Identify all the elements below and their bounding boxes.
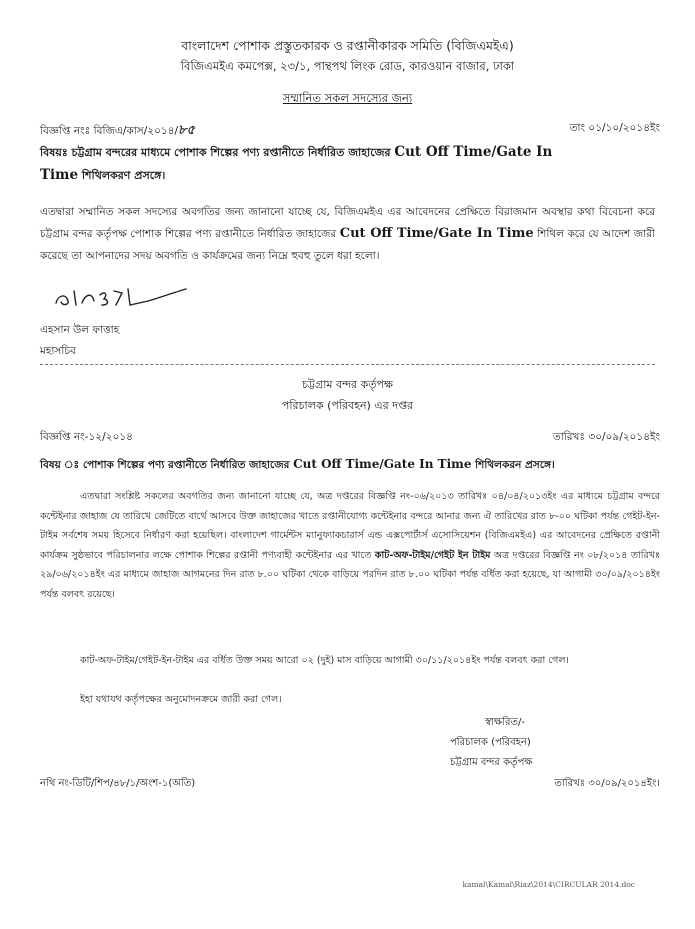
- body-paragraph-3: কাট-অফ-টাইম/গেইট-ইন-টাইম এর বর্ধিত উক্ত সময় আরো ০২ (দুই) মাস বাড়িয়ে আগামী ৩০/১১/২০১৪ইং পর্যন্ত বলবৎ করা গেল।: [80, 655, 569, 666]
- body-paragraph-2: [40, 487, 660, 605]
- signed-mark: স্বাক্ষরিত/-: [485, 717, 525, 728]
- body-1-part-1: এতদ্বারা সম্মানিত সকল সদস্যের অবগতির জন্য জানানো যাচ্ছে যে, বিজিএমইএ এর আবেদনের প্রেক্ষিতে বিরাজমান অবস্থার কথা বিবেচনা করে চট্টগ্রাম বন্দর কর্তৃপক্ষ পোশাক শিল্পের পণ্য রপ্তানীতে নির্ধারিত জাহাজের: [40, 206, 655, 240]
- footer-date: তারিখঃ ৩০/০৯/২০১৪ইং।: [554, 778, 660, 789]
- body-paragraph-1: [40, 201, 655, 267]
- subject-1-prefix: বিষয়ঃ চট্টগ্রাম বন্দরের মাধ্যমে পোশাক শিল্পের পণ্য রপ্তানীতে নির্ধারিত জাহাজের: [40, 146, 395, 159]
- body-2-part-1: এতদ্বারা সংশ্লিষ্ট সকলের অবগতির জন্য জানানো যাচ্ছে যে, অত্র দপ্তরের বিজ্ঞপ্তি নং-০৬/২০১৩ তারিখঃ ০৪/০৪/২০১৩ইং এর মাধ্যমে চট্টগ্রাম বন্দরে কন্টেইনার জাহাজ যে তারিখে জেটিতে বার্থে আসবে উক্ত জাহাজের খাতে রপ্তানীযোগ্য কন্টেইনার বন্দরে আনার জন্য ঐ তারিখের রাত ৮-০০ ঘটিকা পর্যন্ত গেইট-ইন-টাইম সর্বশেষ সময় হিসেবে নির্ধারণ করা হয়েছিল। বাংলাদেশ গার্মেন্টস ম্যানুফ্যাকচারার্স এন্ড এক্সপোর্টার্স এসোসিয়েশন (বিজিএমইএ) এর আবেদনের প্রেক্ষিতে রপ্তানী কার্যক্রম সুষ্ঠভাবে পরিচালনার লক্ষে পোশাক শিল্পের রপ্তানী পণ্যবাহী কন্টেইনার এর খাতে: [40, 491, 660, 561]
- file-number: নথি নং-ডিটি/শিপ/৪৮/১/অংশ-১(অতি): [40, 778, 196, 789]
- subject-1-latin: Cut Off Time/Gate In: [394, 144, 553, 160]
- audience-heading: সম্মানিত সকল সদস্যের জন্য: [282, 91, 413, 105]
- signatory-2-title: পরিচালক (পরিবহন): [450, 737, 531, 748]
- signatory-1-title: মহাসচিব: [40, 345, 76, 357]
- org-address: বিজিএমইএ কমপেক্স, ২৩/১, পান্থপথ লিংক রোড, কারওয়ান বাজার, ঢাকা: [180, 59, 515, 73]
- notice-2-ref-row: [40, 430, 660, 447]
- body-1-part-2: শিথিল করে যে আদেশ জারী করেছে তা আপনাদের সদয় অবগতি ও কার্যক্রমের জন্য নিম্নে হুবহু তুলে ধরা হলো।: [40, 228, 655, 262]
- notice-2-date: তারিখঃ ৩০/০৯/২০১৪ইং: [552, 431, 660, 443]
- body-2-part-2: অত্র দপ্তরের বিজ্ঞপ্তি নং ০৮/২০১৪ তারিখঃ ২৯/০৬/২০১৪ইং এর মাধ্যমে জাহাজ আগমনের দিন রাত ৮.০০ ঘটিকা থেকে বাড়িয়ে পরদিন রাত ৮.০০ ঘটিকা পর্যন্ত বর্ধিত করা হয়েছে, যা আগামী ৩০/০৯/২০১৪ইং পর্যন্ত বলবৎ রয়েছে।: [40, 549, 660, 600]
- signatory-2-org: চট্টগ্রাম বন্দর কর্তৃপক্ষ: [450, 757, 533, 768]
- org-name: বাংলাদেশ পোশাক প্রস্তুতকারক ও রপ্তানীকারক সমিতি (বিজিএমইএ): [181, 38, 514, 53]
- footer-row: [40, 776, 660, 793]
- signatory-1-name: এহসান উল ফাত্তাহ: [40, 324, 120, 336]
- notice-date: তাং ০১/১০/২০১৪ইং: [569, 122, 660, 134]
- subject-1-suffix: শিথিলকরণ প্রসঙ্গে।: [78, 169, 166, 182]
- body-1-latin: Cut Off Time/Gate In Time: [339, 226, 534, 241]
- notice-ref-row: [40, 121, 660, 142]
- handwritten-signature: [52, 281, 192, 311]
- authority-office: পরিচালক (পরিবহন) এর দপ্তর: [281, 399, 414, 412]
- notice-ref-handwritten: ৮৫: [178, 123, 195, 138]
- subject-2: [40, 457, 660, 475]
- subject-2-latin: Cut Off Time/Gate In Time: [293, 457, 472, 471]
- subject-1: [40, 141, 640, 187]
- file-path: kamal\Kamal\Riaz\2014\CIRCULAR 2014.doc: [462, 880, 635, 889]
- notice-2-ref: বিজ্ঞপ্তি নং-১২/২০১৪: [40, 431, 133, 443]
- subject-2-prefix: বিষয় ঃ পোশাক শিল্পের পণ্য রপ্তানীতে নির্ধারিত জাহাজের: [40, 459, 294, 471]
- authority-name: চট্টগ্রাম বন্দর কর্তৃপক্ষ: [302, 378, 393, 391]
- subject-2-suffix: শিথিলকরন প্রসঙ্গে।: [471, 459, 555, 471]
- subject-1-latin-2: Time: [40, 167, 79, 183]
- section-divider: [40, 364, 655, 365]
- body-paragraph-4: ইহা যথাযথ কর্তৃপক্ষের অনুমোদনক্রমে জারী করা গেল।: [80, 694, 282, 705]
- body-2-bold: কাট-অফ-টাইম/গেইট ইন টাইম: [374, 549, 491, 561]
- notice-ref: বিজ্ঞপ্তি নংঃ বিজিএ/কাস/২০১৪/: [40, 125, 179, 137]
